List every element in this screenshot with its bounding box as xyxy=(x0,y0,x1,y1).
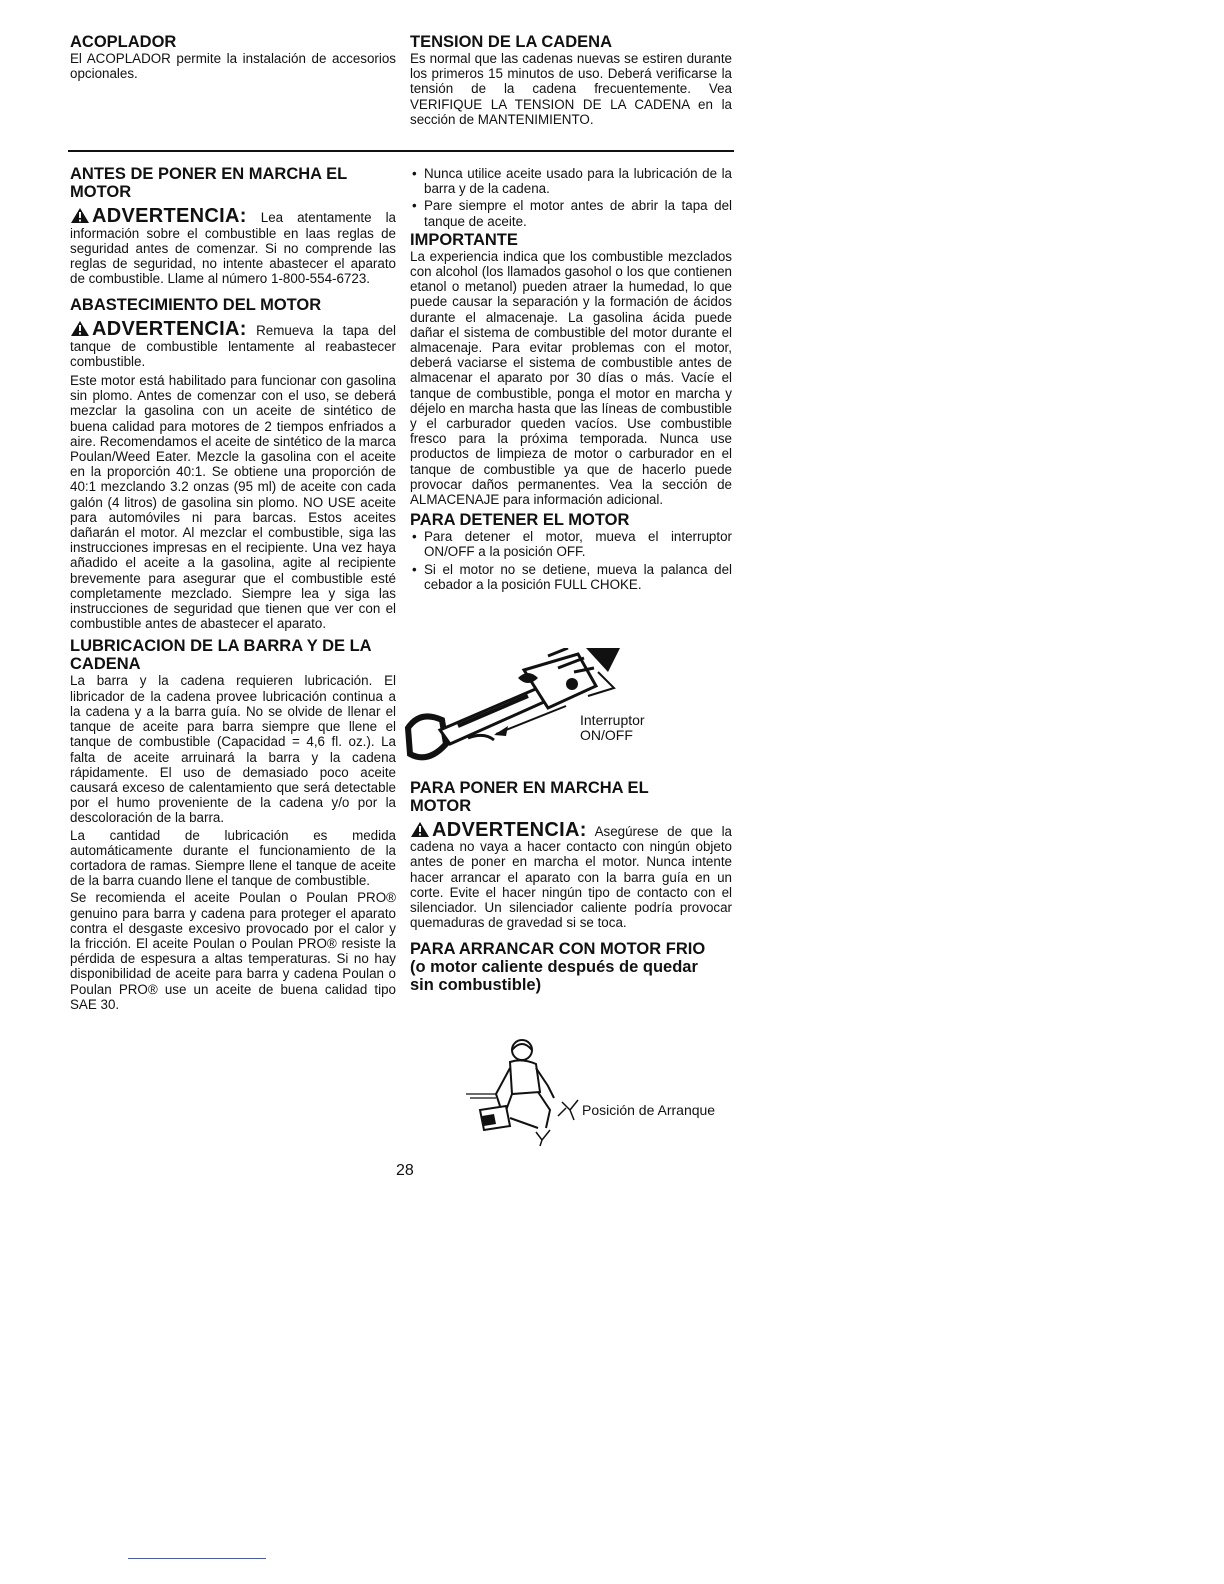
starting-position-caption: Posición de Arranque xyxy=(582,1102,716,1118)
section-title-antes-de-poner-en-marcha: ANTES DE PONER EN MARCHA EL MOTOR xyxy=(70,165,347,202)
on-off-switch-illustration xyxy=(398,648,638,770)
oil-bullet-list xyxy=(410,166,732,229)
page-number: 28 xyxy=(396,1162,414,1179)
warning-text: Asegúrese de que la cadena no vaya a hacer contacto con ningún objeto antes de poner en marcha el motor. Nunca intente hacer arrancar el aparato con la barra guía en un corte. Evite el hacer ningún tipo de contacto con el silenciador. Un silenciador caliente podría provocar quemaduras de gravedad si se toca. xyxy=(410,824,733,931)
left-column xyxy=(70,33,396,1014)
section-title-acoplador: ACOPLADOR xyxy=(70,33,177,51)
warning-text: Remueva la tapa del tanque de combustible lentamente al reabastecer combustible. xyxy=(70,323,396,369)
warning-label: ADVERTENCIA: xyxy=(92,318,247,341)
abastecimiento-paragraph: Este motor está habilitado para funcionar con gasolina sin plomo. Antes de comenzar con el uso, se deberá mezclar la gasolina con un aceite de sintético de buena calidad para motores de 2 tiempos enfriados a aire. Recomendamos el aceite de sintético de la marca Poulan/Weed Eater. Mezcle la gasolina con el aceite en la proporción 40:1. Se obtiene una proporción de 40:1 mezclando 3.2 onzas (95 ml) de aceite con cada galón (4 litros) de gasolina sin plomo. NO USE aceite para automóviles ni para barcas. Estos aceites dañarán el motor. Al mezclar el combustible, siga las instrucciones impresas en el recipiente. Una vez haya añadido el aceite a la gasolina, agite al recipiente brevemente para asegurar que el combustible esté completamente mezclado. Siempre lea y siga las instrucciones de seguridad que tienen que ver con el combustible antes de abastecer el aparato. xyxy=(70,373,397,632)
right-column-bottom xyxy=(410,779,732,994)
section-title-tension: TENSION DE LA CADENA xyxy=(410,33,612,51)
list-item: • Nunca utilice aceite usado para la lubricación de la barra y de la cadena. xyxy=(410,166,732,196)
tension-paragraph: Es normal que las cadenas nuevas se estiren durante los primeros 15 minutos de uso. Deberá verificarse la tensión de la cadena frecuentemente. Vea VERIFIQUE LA TENSION DE LA CADENA en la sección de MANTENIMIENTO. xyxy=(410,51,732,127)
starting-position-illustration xyxy=(466,1036,596,1148)
section-title-poner-en-marcha: PARA PONER EN MARCHA EL MOTOR xyxy=(410,779,649,815)
list-item: • Pare siempre el motor antes de abrir la tapa del tanque de aceite. xyxy=(410,198,732,228)
importante-paragraph: La experiencia indica que los combustible mezclados con alcohol (los llamados gasohol o los que contienen etanol o metanol) pueden atraer la humedad, lo que puede causar la separación y la formación de ácidos durante el almacenaje. La gasolina ácida puede dañar el sistema de combustible del motor durante el almacenaje. Para evitar problemas con el motor, deberá vaciarse el sistema de combustible antes de almacenar el aparato por 30 días o más. Vacíe el tanque de combustible, ponga el motor en marcha y déjelo en marcha hasta que las líneas de combustible y el carburador queden vacíos. Use combustible fresco para la próxima temporada. Nunca use productos de limpieza de motor o carburador en el tanque de combustible ya que de hacerlo puede provocar daños permanentes. Vea la sección de ALMACENAJE para información adicional. xyxy=(410,248,732,508)
list-item: • Para detener el motor, mueva el interruptor ON/OFF a la posición OFF. xyxy=(410,529,732,559)
section-title-lubricacion: LUBRICACION DE LA BARRA Y DE LA CADENA xyxy=(70,637,371,674)
warning-label: ADVERTENCIA: xyxy=(432,819,587,841)
warning-triangle-icon xyxy=(70,207,90,224)
lubricacion-paragraph-2: La cantidad de lubricación es medida automáticamente durante el funcionamiento de la cortadora de ramas. Siempre llene el tanque de aceite de la barra cuando llene el tanque de combustible. xyxy=(70,827,396,889)
warning-label: ADVERTENCIA: xyxy=(92,205,247,228)
section-title-importante: IMPORTANTE xyxy=(410,230,518,249)
section-divider xyxy=(68,150,734,152)
warning-fuel-cap xyxy=(70,320,396,369)
caption-line-1: Interruptor xyxy=(580,712,645,728)
right-column-top xyxy=(410,33,732,129)
warning-triangle-icon xyxy=(70,320,90,337)
acoplador-paragraph: El ACOPLADOR permite la instalación de accesorios opcionales. xyxy=(70,51,396,82)
section-title-arrancar-frio: PARA ARRANCAR CON MOTOR FRIO (o motor caliente después de quedar sin combustible) xyxy=(410,940,706,995)
warning-triangle-icon xyxy=(410,821,430,838)
footer-line xyxy=(128,1558,266,1559)
section-title-abastecimiento: ABASTECIMIENTO DEL MOTOR xyxy=(70,296,322,315)
lubricacion-paragraph-3: Se recomienda el aceite Poulan o Poulan PRO® genuino para barra y cadena para proteger el aparato contra el desgaste excesivo provocado por el calor y la fricción. El aceite Poulan o Poulan PRO® resiste la pérdida de espesura a altas temperaturas. Si no hay disponibilidad de aceite para barra y cadena Poulan o Poulan PRO® use un aceite de buena calidad tipo SAE 30. xyxy=(70,890,396,1012)
list-item: • Si el motor no se detiene, mueva la palanca del cebador a la posición FULL CHOKE. xyxy=(410,562,732,592)
warning-start xyxy=(410,821,732,930)
stop-bullet-list xyxy=(410,529,732,592)
warning-fuel-info xyxy=(70,207,396,286)
caption-line-2: ON/OFF xyxy=(580,727,633,743)
on-off-switch-caption xyxy=(580,713,645,743)
section-title-detener: PARA DETENER EL MOTOR xyxy=(410,511,630,530)
right-column xyxy=(410,166,732,594)
warning-text: Lea atentamente la información sobre el combustible en laas reglas de seguridad antes de comenzar. Si no comprende las reglas de seguridad, no intente abastecer el aparato de combustible. Llame al número 1-800-554-6723. xyxy=(70,210,396,287)
lubricacion-paragraph-1: La barra y la cadena requieren lubricación. El libricador de la cadena provee lubricación continua a la cadena y a la barra guía. No se olvide de llenar el tanque de aceite para barra siempre que llene el tanque de combustible (Capacidad = 4,6 fl. oz.). La falta de aceite arruinará la barra y la cadena rápidamente. El uso de demasiado poco aceite causará exceso de calentamiento que será detectable por el humo proveniente de la cadena y/o por la descoloración de la barra. xyxy=(70,673,396,826)
